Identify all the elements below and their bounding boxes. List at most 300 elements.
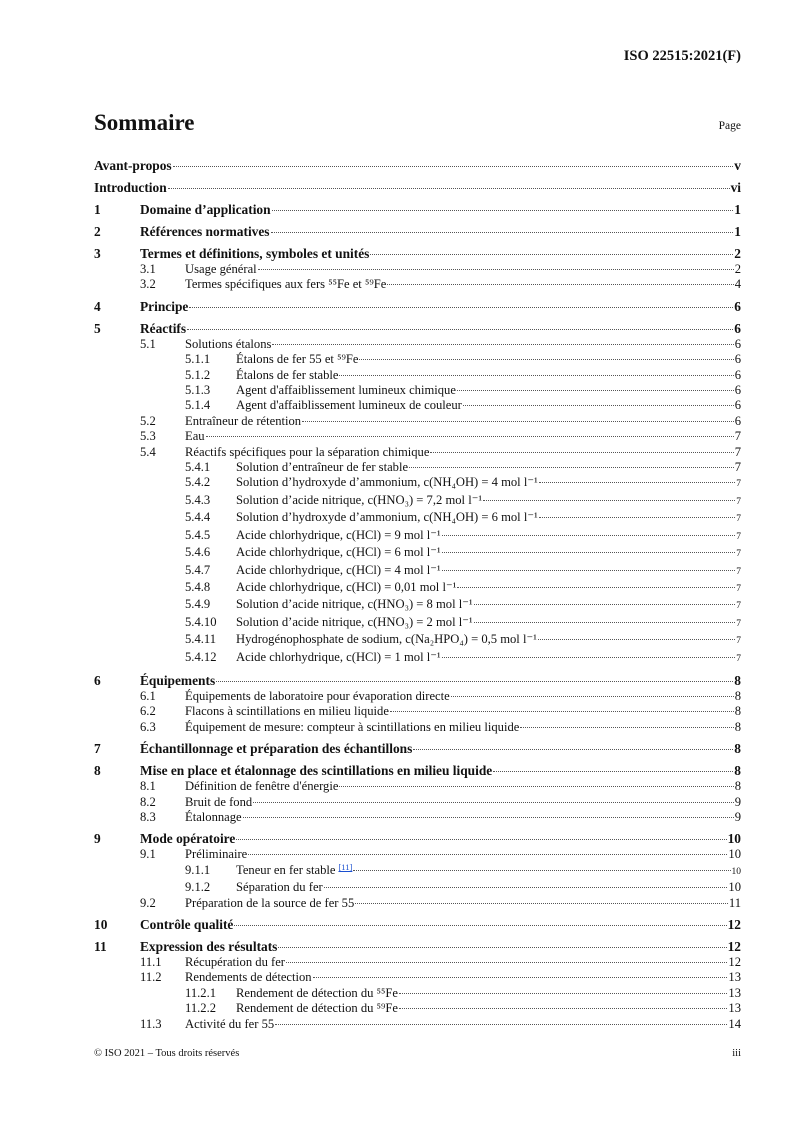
toc-entry-title-text: Échantillonnage et préparation des échantillons [140,741,413,757]
toc-entry[interactable] [94,180,741,196]
toc-entry[interactable] [94,545,741,562]
toc-entry-number: 5.4.5 [185,527,211,542]
toc-entry-title-text: Teneur en fer stable [236,862,336,877]
toc-entry-title [185,779,338,794]
toc-entry-page: 4 [734,277,741,292]
toc-entry-title [185,262,257,277]
toc-entry-title [236,493,482,508]
toc-entry-title-text: Références normatives [140,224,270,239]
toc-entry-number: 5.1.1 [185,352,211,367]
toc-entry[interactable] [94,337,741,352]
dot-leader [216,681,733,682]
toc-entry[interactable] [94,810,741,825]
dot-leader [413,749,733,750]
toc-entry[interactable] [94,939,741,955]
dot-leader [206,436,734,437]
toc-entry-page: 6 [734,413,741,428]
toc-entry-title [140,673,215,689]
toc-entry-title [140,202,271,218]
toc-entry-title-text: Eau [185,429,205,444]
toc-entry-number: 4 [94,298,101,314]
toc-entry-number: 5.3 [140,429,156,444]
toc-entry-title [185,337,271,352]
dot-leader [399,1008,727,1009]
toc-entry-page: 10 [728,880,741,895]
toc-entry-title [236,383,456,398]
toc-entry-page: 6 [734,398,741,413]
dot-leader [272,210,734,211]
toc-entry-page: 7 [736,531,741,542]
toc-entry-number: 5.4.4 [185,510,211,525]
toc-entry-title [236,863,352,878]
toc-entry-number: 7 [94,741,101,757]
toc-entry-title [140,763,492,779]
toc-entry[interactable] [94,510,741,527]
toc-entry-page: 14 [728,1016,741,1031]
toc-entry-page: v [734,158,741,173]
toc-entry-number: 5 [94,320,101,336]
toc-entry-title-text: Préliminaire [185,847,248,862]
toc-entry-title [140,917,233,933]
toc-entry-title [140,741,412,757]
toc-entry-page: 7 [734,429,741,444]
toc-entry[interactable] [94,650,741,667]
toc-entry-page: vi [730,180,741,195]
toc-entry-title [185,445,429,460]
toc-entry-number: 5.1 [140,336,156,351]
table-of-contents [94,158,741,1032]
toc-entry-page: 1 [734,202,741,217]
toc-entry-title [185,970,312,985]
dot-leader [390,711,734,712]
dot-leader [168,188,730,189]
toc-entry-number: 5.4.10 [185,614,217,629]
dot-leader [187,329,733,330]
dot-leader [451,696,734,697]
toc-entry[interactable] [94,429,741,444]
toc-entry-number: 5.4.8 [185,579,211,594]
toc-entry-title [94,180,167,196]
toc-entry-title [185,1017,274,1032]
toc-entry-title-text: Préparation de la source de fer 55 [185,895,355,910]
toc-entry-title-text: Principe [140,298,189,314]
dot-leader [483,500,735,501]
dot-leader [430,452,733,453]
toc-entry-title [236,650,441,665]
dot-leader [258,269,734,270]
toc-entry-number: 5.2 [140,413,156,428]
toc-entry-page: 10 [728,847,741,862]
toc-entry-number: 5.1.3 [185,383,211,398]
toc-entry-page: 8 [734,688,741,703]
toc-entry-number: 9.1 [140,847,156,862]
toc-entry-page: 7 [736,566,741,577]
toc-entry-title [185,955,285,970]
toc-entry[interactable] [94,720,741,735]
toc-entry-page: 7 [736,496,741,507]
toc-entry-page: 7 [736,583,741,594]
toc-entry-title-text: Équipements [140,672,216,688]
dot-leader [302,421,734,422]
toc-entry-number: 11.2.1 [185,985,217,1000]
toc-entry[interactable] [94,246,741,262]
dot-leader [286,962,727,963]
toc-entry-number: 5.4.3 [185,492,211,507]
toc-entry-number: 11.2 [140,970,162,985]
toc-entry[interactable] [94,1001,741,1016]
dot-leader [387,284,733,285]
toc-entry-page: 7 [734,444,741,459]
toc-entry-number: 2 [94,224,101,239]
toc-entry-page: 7 [736,479,741,490]
toc-entry-number: 5.4.6 [185,545,211,560]
dot-leader [442,657,736,658]
toc-entry[interactable] [94,689,741,704]
toc-entry-title [185,795,252,810]
toc-entry-page: 2 [734,246,741,261]
dot-leader [442,535,736,536]
toc-entry[interactable] [94,528,741,545]
toc-entry-title-text: Hydrogénophosphate de sodium, c(Na₂HPO₄) = 0,5 mol l⁻¹ [236,632,537,647]
toc-entry-title [185,429,205,444]
toc-entry-page: 12 [727,917,741,932]
toc-entry-title-text: Solution d’hydroxyde d’ammonium, c(NH₄OH) = 4 mol l⁻¹ [236,475,538,490]
dot-leader [359,359,733,360]
toc-entry-title [236,597,473,612]
toc-entry-title-text: Mode opératoire [140,831,236,847]
toc-entry-page: 9 [734,809,741,824]
toc-entry-title-text: Termes et définitions, symboles et unités [140,246,370,261]
toc-entry-page: 6 [734,383,741,398]
toc-entry-number: 5.4 [140,444,156,459]
dot-leader [339,375,733,376]
toc-entry-title-text: Étalons de fer stable [236,367,339,382]
toc-entry-title-text: Expression des résultats [140,939,278,954]
dot-leader [355,903,728,904]
dot-leader [457,587,735,588]
toc-entry-title [140,831,235,847]
toc-entry-page: 8 [734,779,741,794]
toc-entry[interactable] [94,321,741,337]
toc-entry-title-text: Agent d'affaiblissement lumineux chimique [236,383,456,398]
toc-entry[interactable] [94,673,741,689]
toc-entry[interactable] [94,368,741,383]
dot-leader [539,517,736,518]
dot-leader [399,993,727,994]
toc-entry-title-text: Définition de fenêtre d'énergie [185,779,339,794]
dot-leader [234,925,726,926]
dot-leader [493,771,733,772]
toc-entry-number: 5.4.2 [185,475,211,490]
toc-entry-title [236,528,441,543]
toc-entry-title-text: Entraîneur de rétention [185,413,302,428]
toc-entry-title-text: Rendements de détection [185,970,312,985]
toc-entry-number: 9.1.1 [185,862,211,877]
toc-entry-title [236,368,338,383]
toc-entry-title-text: Usage général [185,262,257,276]
dot-leader [272,344,733,345]
toc-entry-title [185,704,389,719]
toc-entry-title [140,939,277,955]
dot-leader [271,232,734,233]
toc-entry-title-text: Rendement de détection du ⁵⁹Fe [236,1001,398,1016]
toc-entry-title [140,321,186,337]
toc-entry[interactable] [94,224,741,240]
dot-leader [313,977,728,978]
dot-leader [278,947,726,948]
toc-entry-number: 11.3 [140,1016,162,1031]
toc-entry-page: 8 [734,704,741,719]
toc-entry[interactable] [94,493,741,510]
toc-entry-page: 8 [734,719,741,734]
toc-entry-page: 7 [734,460,741,475]
toc-entry-number: 5.4.7 [185,562,211,577]
toc-entry-title [185,810,242,825]
toc-entry-title-text: Récupération du fer [185,955,286,969]
toc-entry[interactable] [94,847,741,862]
dot-leader [538,639,735,640]
toc-entry-number: 8.2 [140,794,156,809]
dot-leader [409,467,734,468]
toc-entry[interactable] [94,632,741,649]
toc-entry[interactable] [94,202,741,218]
toc-entry-number: 8.3 [140,809,156,824]
toc-entry[interactable] [94,615,741,632]
dot-leader [474,604,736,605]
toc-entry-title-text: Bruit de fond [185,794,253,809]
toc-entry-page: 6 [734,367,741,382]
toc-entry-page: 6 [734,298,741,314]
footer [94,1048,741,1059]
toc-entry-title [185,414,301,429]
toc-entry[interactable] [94,896,741,911]
toc-entry[interactable] [94,563,741,580]
dot-leader [173,166,734,167]
toc-entry-title-text: Acide chlorhydrique, c(HCl) = 1 mol l⁻¹ [236,649,441,664]
toc-entry-title-text: Solution d’entraîneur de fer stable [236,460,409,475]
dot-leader [539,482,736,483]
dot-leader [474,622,736,623]
toc-entry-title-text: Flacons à scintillations en milieu liquide [185,704,389,719]
toc-entry-number: 9.2 [140,895,156,910]
toc-entry-page: 8 [734,763,741,779]
toc-entry-title [236,986,398,1001]
toc-entry[interactable] [94,1017,741,1032]
toc-entry-title-text: Équipement de mesure: compteur à scintillations en milieu liquide [185,719,520,734]
toc-entry[interactable] [94,741,741,757]
toc-entry-title-text: Acide chlorhydrique, c(HCl) = 6 mol l⁻¹ [236,545,441,560]
toc-entry-number: 11.2.2 [185,1001,217,1016]
toc-entry[interactable] [94,779,741,794]
toc-entry-number: 11 [94,939,107,954]
dot-leader [253,802,734,803]
toc-entry-page: 6 [734,320,741,336]
toc-entry-title [236,632,537,647]
toc-entry-title [185,896,354,911]
toc-entry-page: 9 [734,794,741,809]
toc-entry-page: 12 [728,955,741,969]
toc-entry-title-text: Termes spécifiques aux fers ⁵⁵Fe et ⁵⁹Fe [185,277,387,292]
dot-leader [353,870,730,871]
toc-entry[interactable] [94,863,741,880]
dot-leader [370,254,733,255]
dot-leader [442,570,736,571]
toc-entry-page: 2 [734,262,741,276]
toc-entry-number: 11.1 [140,955,162,969]
toc-entry-number: 1 [94,202,101,217]
toc-entry-number: 5.1.2 [185,367,211,382]
toc-entry-title [236,460,408,475]
toc-entry[interactable] [94,970,741,985]
toc-entry[interactable] [94,383,741,398]
toc-entry-page: 7 [736,618,741,629]
dot-leader [189,307,733,308]
toc-entry-number: 5.4.9 [185,597,211,612]
toc-entry-title [236,1001,398,1016]
toc-entry[interactable] [94,262,741,277]
toc-entry-number: 5.4.1 [185,460,211,475]
toc-entry[interactable] [94,445,741,460]
toc-entry-title [185,277,386,292]
toc-entry-number: 9 [94,831,101,847]
toc-entry-number: 3 [94,246,101,261]
toc-entry[interactable] [94,986,741,1001]
toc-entry-page: 7 [736,514,741,525]
toc-entry-page: 6 [734,336,741,351]
toc-entry-title [236,545,441,560]
document-id: ISO 22515:2021(F) [623,48,741,64]
toc-entry-title-text: Solution d’hydroxyde d’ammonium, c(NH₄OH) = 6 mol l⁻¹ [236,510,538,525]
toc-entry-number: 8.1 [140,779,156,794]
toc-entry-title [236,563,441,578]
toc-entry[interactable] [94,414,741,429]
page-title: Sommaire [94,110,195,135]
toc-entry-page: 7 [736,653,741,664]
dot-leader [243,817,734,818]
toc-entry-title-text: Solution d’acide nitrique, c(HNO₃) = 7,2 mol l⁻¹ [236,492,483,507]
toc-entry-number: 6.1 [140,688,156,703]
toc-entry-title [140,299,188,315]
toc-entry[interactable] [94,597,741,614]
toc-entry-page: 8 [734,672,741,688]
toc-entry-page: 10 [731,866,741,877]
toc-entry-page: 13 [728,985,741,1000]
toc-entry[interactable] [94,880,741,895]
toc-entry-title-text: Séparation du fer [236,880,323,895]
toc-entry-title-text: Étalonnage [185,809,242,824]
toc-entry[interactable] [94,704,741,719]
toc-entry-page: 10 [727,831,741,847]
toc-entry-number: 3.1 [140,262,156,276]
toc-entry-title [94,158,172,174]
toc-entry-title-text: Acide chlorhydrique, c(HCl) = 9 mol l⁻¹ [236,527,441,542]
page-number: iii [732,1048,741,1059]
toc-entry-title [140,224,270,240]
dot-leader [236,839,726,840]
toc-entry-title-text: Équipements de laboratoire pour évaporation directe [185,688,450,703]
page-column-label: Page [718,120,741,132]
dot-leader [248,854,727,855]
toc-entry-title-text: Introduction [94,180,167,195]
toc-entry-page: 7 [736,549,741,560]
toc-entry-number: 6 [94,672,101,688]
toc-entry-title [236,510,538,525]
toc-entry-number: 5.4.12 [185,649,217,664]
toc-entry-title-text: Avant-propos [94,158,172,173]
reference-link[interactable]: [11] [338,861,353,872]
toc-entry-number: 8 [94,763,101,779]
toc-entry-number: 6.2 [140,704,156,719]
toc-entry-title-text: Contrôle qualité [140,917,234,932]
toc-entry[interactable] [94,795,741,810]
toc-entry[interactable] [94,831,741,847]
toc-entry-title [236,580,456,595]
toc-entry-title-text: Réactifs [140,320,187,336]
toc-entry[interactable] [94,398,741,413]
toc-entry-title [236,880,323,895]
toc-entry-title [236,475,538,490]
dot-leader [457,390,734,391]
toc-entry[interactable] [94,955,741,970]
toc-entry-title-text: Acide chlorhydrique, c(HCl) = 0,01 mol l⁻¹ [236,579,457,594]
dot-leader [520,727,733,728]
dot-leader [275,1024,727,1025]
toc-entry-title-text: Acide chlorhydrique, c(HCl) = 4 mol l⁻¹ [236,562,441,577]
toc-entry[interactable] [94,158,741,174]
toc-entry-page: 6 [734,352,741,367]
toc-entry-title [140,246,369,262]
toc-entry-title [236,352,358,367]
toc-entry-title-text: Solution d’acide nitrique, c(HNO₃) = 2 mol l⁻¹ [236,614,473,629]
toc-entry-number: 10 [94,917,108,932]
toc-entry-number: 9.1.2 [185,880,211,895]
toc-entry-title-text: Agent d'affaiblissement lumineux de couleur [236,398,462,413]
toc-entry[interactable] [94,352,741,367]
toc-entry-title-text: Domaine d’application [140,202,271,217]
toc-entry-page: 13 [728,970,741,985]
toc-entry-title [185,720,519,735]
toc-entry[interactable] [94,763,741,779]
toc-entry-page: 13 [728,1001,741,1016]
toc-entry[interactable] [94,917,741,933]
toc-entry-number: 3.2 [140,277,156,292]
toc-entry-page: 1 [734,224,741,239]
toc-entry-page: 7 [736,601,741,612]
copyright: © ISO 2021 – Tous droits réservés [94,1048,240,1059]
toc-entry-page: 8 [734,741,741,757]
toc-entry-title [185,689,450,704]
toc-entry-title-text: Solutions étalons [185,336,272,351]
toc-entry-title-text: Activité du fer 55 [185,1016,275,1031]
toc-entry-page: 11 [728,895,741,910]
toc-entry-title-text: Étalons de fer 55 et ⁵⁹Fe [236,352,359,367]
toc-entry-title [236,615,473,630]
toc-entry[interactable] [94,277,741,292]
toc-entry-title-text: Mise en place et étalonnage des scintillations en milieu liquide [140,763,493,779]
toc-entry[interactable] [94,580,741,597]
toc-entry-title-text: Réactifs spécifiques pour la séparation chimique [185,444,430,459]
toc-entry-number: 6.3 [140,719,156,734]
toc-entry[interactable] [94,460,741,475]
toc-entry-number: 5.1.4 [185,398,211,413]
toc-entry[interactable] [94,475,741,492]
toc-entry-page: 7 [736,636,741,647]
toc-entry-title [236,398,462,413]
dot-leader [442,552,736,553]
toc-entry[interactable] [94,299,741,315]
dot-leader [339,786,733,787]
toc-entry-title-text: Solution d’acide nitrique, c(HNO₃) = 8 mol l⁻¹ [236,597,473,612]
